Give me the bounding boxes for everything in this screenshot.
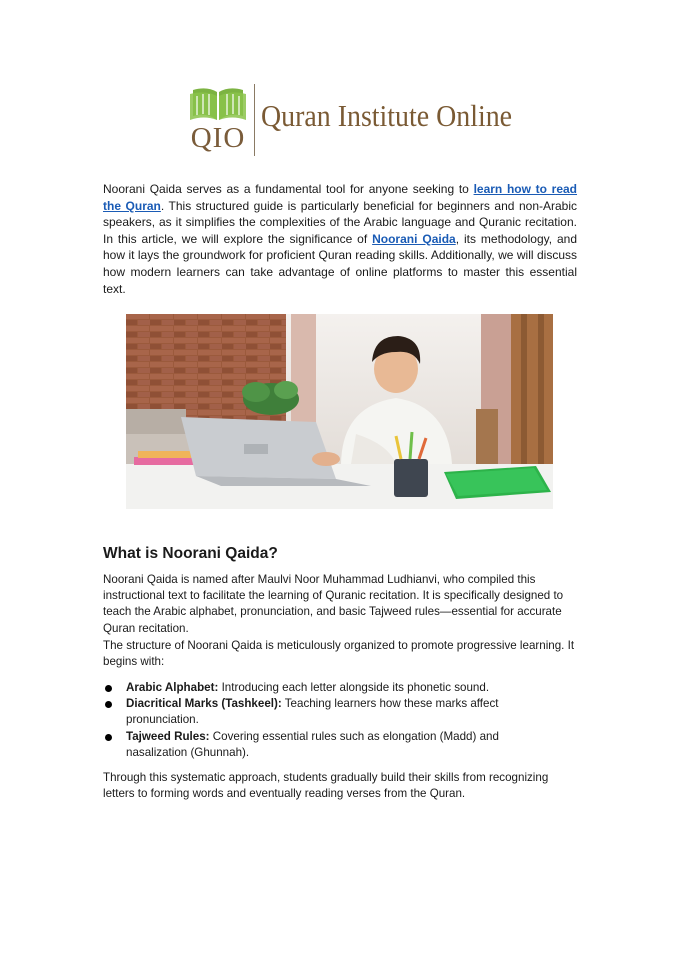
list-item	[103, 680, 563, 696]
noorani-qaida-link[interactable]: Noorani Qaida	[372, 231, 456, 246]
list-item-text: Covering essential rules such as elongation (Madd) and nasalization (Ghunnah).	[126, 729, 499, 759]
section-paragraph-3: Through this systematic approach, students gradually build their skills from recognizing letters to forming words and eventually reading verses from the Quran.	[103, 771, 549, 801]
logo-divider	[254, 84, 255, 156]
list-item-text: Teaching learners how these marks affect pronunciation.	[126, 697, 499, 727]
intro-paragraph	[103, 181, 577, 297]
logo-abbreviation: QIO	[190, 122, 246, 154]
photo-illustration	[126, 314, 553, 509]
logo-wordmark: Quran Institute Online	[261, 98, 513, 133]
list-item-term: Diacritical Marks (Tashkeel):	[126, 697, 282, 711]
list-item	[103, 696, 563, 728]
intro-text-2: . This structured guide is particularly beneficial for beginners and non-Arabic speakers, as it simplifies the complexities of the Arabic language and Quranic recitation. In this article, we will explore the significance of	[103, 198, 577, 246]
site-logo	[187, 82, 513, 160]
intro-text-1: Noorani Qaida serves as a fundamental tool for anyone seeking to	[103, 182, 474, 196]
intro-text-3: , its methodology, and how it lays the groundwork for proficient Quran reading skills. Additionally, we will discuss how modern learners can take advantage of online platforms to master this essential text.	[103, 231, 578, 296]
section-paragraph-1: Noorani Qaida is named after Maulvi Noor Muhammad Ludhianvi, who compiled this instructional text to facilitate the learning of Quranic recitation. It is specifically designed to teach the Arabic alphabet, pronunciation, and basic Tajweed rules—essential for accurate Quran recitation.	[103, 573, 564, 635]
list-item	[103, 729, 563, 761]
learn-quran-link[interactable]: learn how to read the Quran	[103, 182, 578, 213]
list-item-text: Introducing each letter alongside its phonetic sound.	[218, 681, 490, 694]
boy-with-laptop-photo	[126, 314, 553, 509]
bullet-icon	[105, 685, 112, 692]
feature-list	[103, 680, 563, 761]
bullet-icon	[105, 734, 112, 741]
list-item-term: Tajweed Rules:	[126, 729, 210, 743]
section-paragraph-2: The structure of Noorani Qaida is meticulously organized to promote progressive learning. It begins with:	[103, 639, 575, 669]
bullet-icon	[105, 701, 112, 708]
section-heading: What is Noorani Qaida?	[103, 545, 278, 562]
list-item-term: Arabic Alphabet:	[126, 681, 219, 694]
